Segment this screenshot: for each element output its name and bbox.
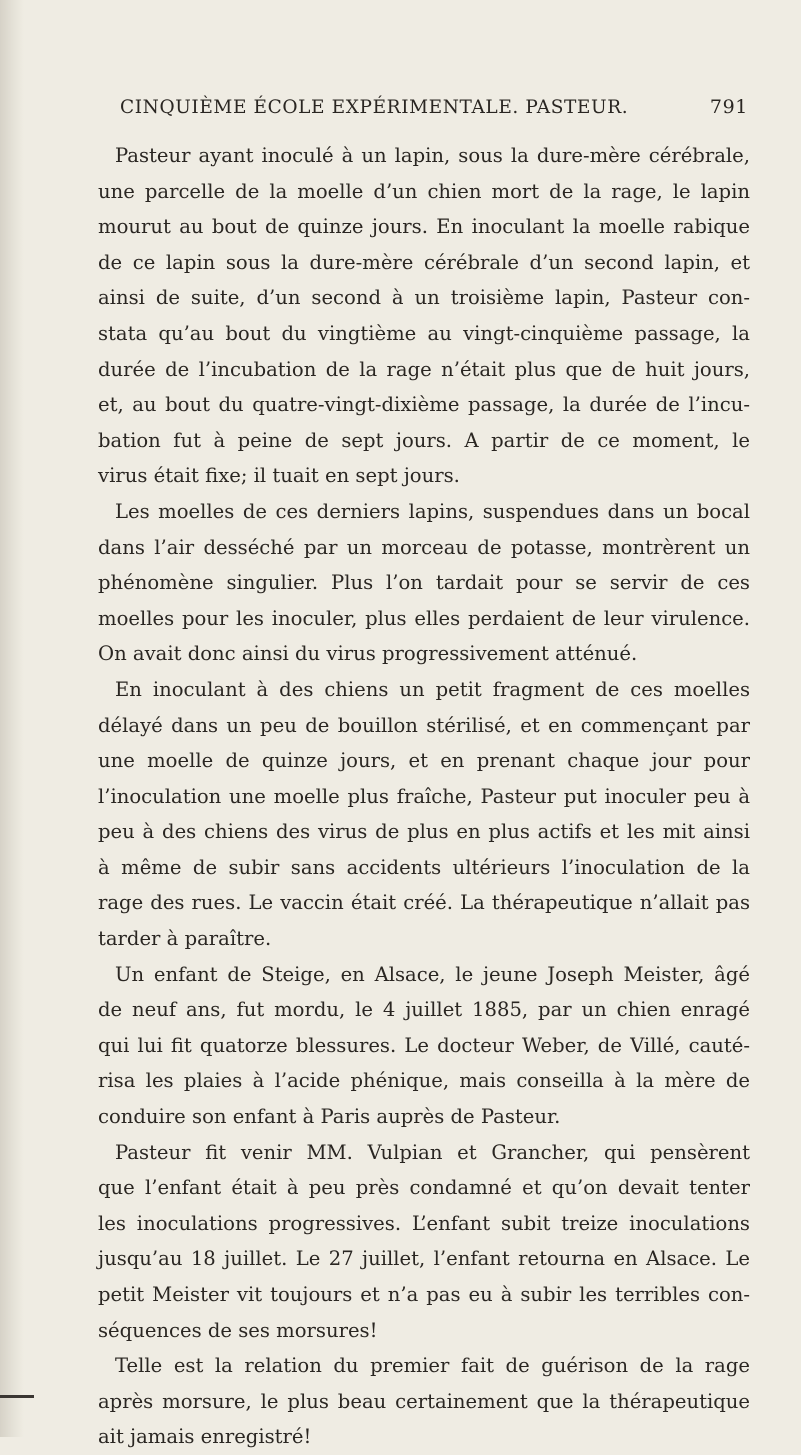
text-line: de neuf ans, fut mordu, le 4 juillet 1885, par un chien enragé <box>98 998 750 1022</box>
text-line: phénomène singulier. Plus l’on tardait pour se servir de ces <box>98 571 750 595</box>
text-line: Telle est la relation du premier fait de guérison de la rage <box>115 1354 750 1378</box>
text-line: mourut au bout de quinze jours. En inoculant la moelle rabique <box>98 215 750 239</box>
text-line: bation fut à peine de sept jours. A partir de ce moment, le <box>98 428 750 452</box>
text-line: En inoculant à des chiens un petit fragment de ces moelles <box>115 677 750 701</box>
text-line: tarder à paraître. <box>98 927 272 951</box>
body-text <box>98 138 750 1455</box>
text-line: de ce lapin sous la dure-mère cérébrale d’un second lapin, et <box>98 250 750 274</box>
text-line: ainsi de suite, d’un second à un troisième lapin, Pasteur con- <box>98 286 750 310</box>
text-line: une moelle de quinze jours, et en prenant chaque jour pour <box>98 749 750 773</box>
text-line: que l’enfant était à peu près condamné et qu’on devait tenter <box>98 1176 750 1200</box>
text-line: l’inoculation une moelle plus fraîche, Pasteur put inoculer peu à <box>98 784 750 808</box>
text-line: dans l’air desséché par un morceau de potasse, montrèrent un <box>98 535 750 559</box>
text-line: les inoculations progressives. L’enfant subit treize inoculations <box>98 1211 750 1235</box>
text-line: Pasteur ayant inoculé à un lapin, sous la dure-mère cérébrale, <box>115 144 750 167</box>
text-line: durée de l’incubation de la rage n’était plus que de huit jours, <box>98 357 750 381</box>
text-line: petit Meister vit toujours et n’a pas eu à subir les terribles con- <box>98 1283 750 1306</box>
text-line: à même de subir sans accidents ultérieurs l’inoculation de la <box>98 855 750 879</box>
text-line: après morsure, le plus beau certainement que la thérapeutique <box>98 1389 750 1413</box>
text-line: rage des rues. Le vaccin était créé. La thérapeutique n’allait pas <box>98 891 750 915</box>
text-line: ait jamais enregistré! <box>98 1425 312 1449</box>
binding-edge-mark <box>0 1395 34 1398</box>
text-line: une parcelle de la moelle d’un chien mort de la rage, le lapin <box>98 179 750 203</box>
text-line: délayé dans un peu de bouillon stérilisé, et en commençant par <box>98 713 750 737</box>
running-header <box>120 92 748 122</box>
text-line: et, au bout du quatre-vingt-dixième passage, la durée de l’incu- <box>98 393 750 417</box>
text-line: virus était fixe; il tuait en sept jours. <box>98 464 460 488</box>
text-line: stata qu’au bout du vingtième au vingt-cinquième passage, la <box>98 321 750 345</box>
text-line: On avait donc ainsi du virus progressivement atténué. <box>98 642 638 666</box>
page-edge-shadow <box>0 0 24 1437</box>
text-line: Pasteur fit venir MM. Vulpian et Grancher, qui pensèrent <box>115 1140 750 1164</box>
text-line: moelles pour les inoculer, plus elles perdaient de leur virulence. <box>98 606 750 630</box>
text-line: peu à des chiens des virus de plus en plus actifs et les mit ainsi <box>98 820 750 844</box>
text-line: risa les plaies à l’acide phénique, mais conseilla à la mère de <box>98 1069 750 1093</box>
text-line: conduire son enfant à Paris auprès de Pasteur. <box>98 1105 561 1129</box>
page-number: 791 <box>709 96 748 118</box>
text-line: Les moelles de ces derniers lapins, suspendues dans un bocal <box>115 499 750 523</box>
text-line: jusqu’au 18 juillet. Le 27 juillet, l’enfant retourna en Alsace. Le <box>98 1247 750 1271</box>
text-line: Un enfant de Steige, en Alsace, le jeune Joseph Meister, âgé <box>115 962 750 986</box>
text-line: séquences de ses morsures! <box>98 1318 378 1342</box>
text-line: qui lui fit quatorze blessures. Le docteur Weber, de Villé, cauté- <box>98 1033 750 1057</box>
running-title: CINQUIÈME ÉCOLE EXPÉRIMENTALE. PASTEUR. <box>120 96 629 118</box>
